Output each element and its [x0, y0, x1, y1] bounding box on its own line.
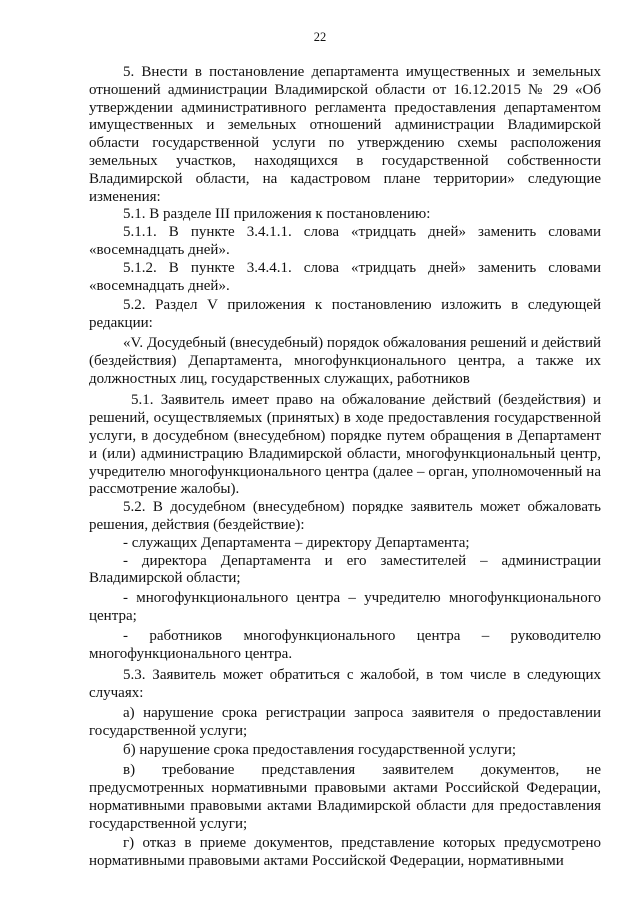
paragraph-v-5-3: 5.3. Заявитель может обратиться с жалобой, в том числе в следующих случаях:: [89, 667, 601, 702]
paragraph-5-1-2: 5.1.2. В пункте 3.4.4.1. слова «тридцать дней» заменить словами «восемнадцать дней».: [89, 259, 601, 294]
list-item-servants: - служащих Департамента – директору Департамента;: [123, 534, 470, 551]
section-v-heading: «V. Досудебный (внесудебный) порядок обжалования решений и действий (бездействия) Департамента, многофункционального центра, а также их должностных лиц, государственных служащих, работников: [89, 334, 601, 387]
page-number: 22: [313, 30, 327, 44]
list-item-mfc-workers: - работников многофункционального центра – руководителю многофункционального центра.: [89, 627, 601, 662]
paragraph-v-5-2: 5.2. В досудебном (внесудебном) порядке заявитель может обжаловать решения, действия (бездействие):: [89, 499, 601, 533]
list-item-mfc: - многофункционального центра – учредителю многофункционального центра;: [89, 590, 601, 624]
paragraph-5-1-1: 5.1.1. В пункте 3.4.1.1. слова «тридцать дней» заменить словами «восемнадцать дней».: [89, 224, 601, 258]
paragraph-5-1: 5.1. В разделе III приложения к постановлению:: [123, 206, 431, 223]
paragraph-5-2: 5.2. Раздел V приложения к постановлению изложить в следующей редакции:: [89, 297, 601, 332]
paragraph-5: 5. Внести в постановление департамента имущественных и земельных отношений администрации Владимирской области от 16.12.2015 № 29 «Об утверждении административного регламента предоставления департаментом имущественных и земельных отношений администрации Владимирской области государственной услуги по утверждению схемы расположения земельных участков, находящихся в государственной собственности Владимирской области, на кадастровом плане территории» следующие изменения:: [89, 64, 601, 205]
paragraph-v-5-1: 5.1. Заявитель имеет право на обжалование действий (бездействия) и решений, осуществляемых (принятых) в ходе предоставления государственной услуги, в досудебном (внесудебном) порядке путем обращения в Департамент и (или) администрацию Владимирской области, многофункциональный центр, учредителю многофункционального центра (далее – орган, уполномоченный на рассмотрение жалобы).: [89, 392, 601, 498]
case-a: а) нарушение срока регистрации запроса заявителя о предоставлении государственной услуги;: [89, 704, 601, 739]
list-item-director: - директора Департамента и его заместителей – администрации Владимирской области;: [89, 552, 601, 587]
case-g: г) отказ в приеме документов, представление которых предусмотрено нормативными правовыми актами Российской Федерации, нормативными: [89, 835, 601, 870]
document-body: [89, 64, 601, 871]
case-b: б) нарушение срока предоставления государственной услуги;: [123, 742, 517, 759]
case-v: в) требование представления заявителем документов, не предусмотренных нормативными правовыми актами Российской Федерации, нормативными правовыми актами Владимирской области для предоставления государственной услуги;: [89, 762, 601, 832]
